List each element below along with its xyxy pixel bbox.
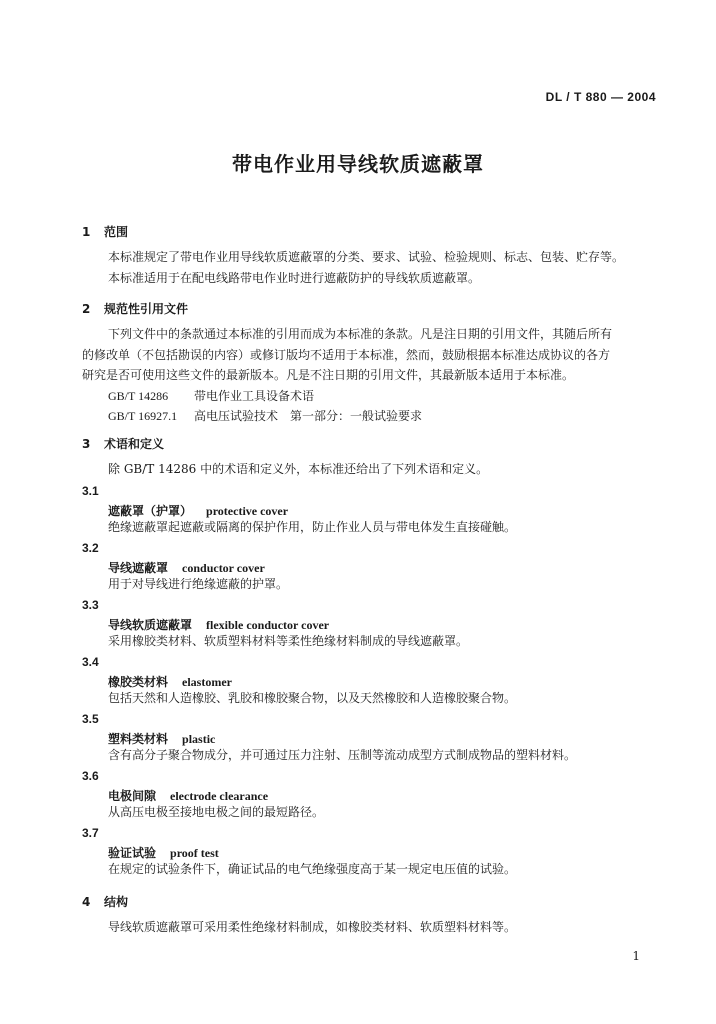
paragraph: 的修改单（不包括勘误的内容）或修订版均不适用于本标准，然而，鼓励根据本标准达成协议的各方 — [82, 348, 611, 362]
term-title: 塑料类材料 plastic — [108, 732, 216, 746]
term-title: 导线遮蔽罩 conductor cover — [108, 561, 265, 575]
section-heading-terms: 3 术语和定义 — [82, 437, 165, 451]
term-number: 3.4 — [82, 655, 99, 669]
term-definition: 包括天然和人造橡胶、乳胶和橡胶聚合物，以及天然橡胶和人造橡胶聚合物。 — [108, 691, 517, 705]
paragraph: 本标准适用于在配电线路带电作业时进行遮蔽防护的导线软质遮蔽罩。 — [108, 271, 481, 285]
term-definition: 从高压电极至接地电极之间的最短路径。 — [108, 805, 325, 819]
term-title: 验证试验 proof test — [108, 846, 219, 860]
term-number: 3.1 — [82, 484, 99, 498]
term-title: 导线软质遮蔽罩 flexible conductor cover — [108, 618, 330, 632]
reference-item: GB/T 14286 带电作业工具设备术语 — [108, 389, 315, 403]
paragraph: 研究是否可使用这些文件的最新版本。凡是不注日期的引用文件，其最新版本适用于本标准。 — [82, 368, 575, 382]
term-definition: 采用橡胶类材料、软质塑料材料等柔性绝缘材料制成的导线遮蔽罩。 — [108, 634, 469, 648]
document-title: 带电作业用导线软质遮蔽罩 — [232, 152, 484, 176]
reference-item: GB/T 16927.1 高电压试验技术 第一部分：一般试验要求 — [108, 409, 423, 423]
section-heading-structure: 4 结构 — [82, 895, 129, 909]
term-definition: 在规定的试验条件下，确证试品的电气绝缘强度高于某一规定电压值的试验。 — [108, 862, 517, 876]
term-title: 橡胶类材料 elastomer — [108, 675, 232, 689]
term-definition: 绝缘遮蔽罩起遮蔽或隔离的保护作用，防止作业人员与带电体发生直接碰触。 — [108, 520, 517, 534]
paragraph: 导线软质遮蔽罩可采用柔性绝缘材料制成，如橡胶类材料、软质塑料材料等。 — [108, 920, 517, 934]
paragraph: 本标准规定了带电作业用导线软质遮蔽罩的分类、要求、试验、检验规则、标志、包装、贮存等。 — [108, 250, 625, 264]
paragraph: 除 GB/T 14286 中的术语和定义外，本标准还给出了下列术语和定义。 — [108, 462, 489, 476]
section-heading-scope: 1 范围 — [82, 225, 129, 239]
page-number: 1 — [632, 949, 640, 963]
term-definition: 用于对导线进行绝缘遮蔽的护罩。 — [108, 577, 289, 591]
standard-number: DL / T 880 — 2004 — [545, 90, 656, 104]
term-number: 3.6 — [82, 769, 99, 783]
paragraph: 下列文件中的条款通过本标准的引用而成为本标准的条款。凡是注日期的引用文件，其随后所有 — [108, 327, 613, 341]
term-number: 3.5 — [82, 712, 99, 726]
term-definition: 含有高分子聚合物成分，并可通过压力注射、压制等流动成型方式制成物品的塑料材料。 — [108, 748, 577, 762]
term-title: 电极间隙 electrode clearance — [108, 789, 269, 803]
term-number: 3.3 — [82, 598, 99, 612]
term-title: 遮蔽罩（护罩） protective cover — [108, 504, 289, 518]
section-heading-normative-references: 2 规范性引用文件 — [82, 302, 189, 316]
term-number: 3.2 — [82, 541, 99, 555]
term-number: 3.7 — [82, 826, 99, 840]
